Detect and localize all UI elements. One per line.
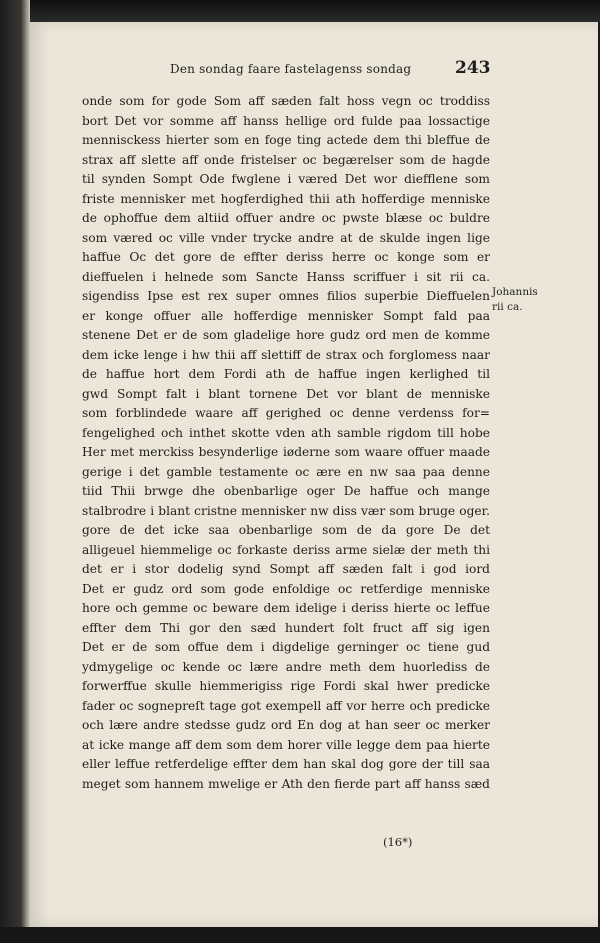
text-line: och lære andre stedsse gudz ord En dog at han seer oc merker — [82, 718, 490, 732]
page-header — [30, 60, 598, 86]
running-head: Den sondag faare fastelagenss sondag — [170, 62, 412, 76]
text-line: gore de det icke saa obenbarlige som de da gore De det — [82, 523, 490, 537]
text-line: gwd Sompt falt i blant tornene Det vor blant de menniske — [82, 386, 490, 401]
text-line: hore och gemme oc beware dem idelige i deriss hierte oc leffue — [82, 601, 490, 615]
text-line: dem icke lenge i hw thii aff slettiff de strax och forglomess naar — [82, 347, 490, 362]
text-line: er konge offuer alle hofferdige mennisker Sompt fald paa — [82, 308, 490, 323]
text-line: eller leffue retferdelige effter dem han skal dog gore der till saa — [82, 757, 490, 771]
text-line: strax aff slette aff onde fristelser oc begærelser som de hagde — [82, 152, 490, 167]
body-text — [82, 92, 490, 794]
book-page — [30, 22, 598, 927]
text-line: gerige i det gamble testamente oc ære en nw saa paa denne — [82, 464, 490, 479]
text-line: sigendiss Ipse est rex super omnes filios superbie Dieffuelen — [82, 289, 490, 303]
margin-note-line: rii ca. — [492, 301, 523, 313]
text-line: ydmygelige oc kende oc lære andre meth dem huorlediss de — [82, 659, 490, 674]
text-line: Det er de som offue dem i digdelige gerninger oc tiene gud — [82, 640, 490, 654]
text-line: som forblindede waare aff gerighed oc denne verdenss for= — [82, 406, 490, 420]
text-line: meget som hannem mwelige er Ath den fierde part aff hanss sæd — [82, 776, 490, 791]
text-line: stalbrodre i blant cristne mennisker nw diss vær som bruge oger. — [82, 503, 490, 518]
text-line: Det er gudz ord som gode enfoldige oc retferdige menniske — [82, 581, 490, 596]
signature-mark: (16*) — [383, 835, 413, 849]
text-line: Her met merckiss besynderlige iøderne som waare offuer maade — [82, 445, 490, 459]
text-line: stenene Det er de som gladelige hore gudz ord men de komme — [82, 328, 490, 342]
book-gutter — [0, 0, 30, 943]
text-line: fader oc sognepreſt tage got exempell aff vor herre och predicke — [82, 698, 490, 713]
text-line: forwerffue skulle hiemmerigiss rige Fordi skal hwer predicke — [82, 679, 490, 693]
text-line: som væred oc ville vnder trycke andre at de skulde ingen lige — [82, 230, 490, 245]
book-edge-bottom — [0, 927, 600, 943]
text-line: onde som for gode Som aff sæden falt hoss vegn oc troddiss — [82, 94, 490, 108]
text-line: dieffuelen i helnede som Sancte Hanss scriffuer i sit rii ca. — [82, 269, 490, 284]
text-line: de ophoffue dem altiid offuer andre oc pwste blæse oc buldre — [82, 211, 490, 225]
text-line: til synden Sompt Ode fwglene i væred Det wor diefflene som — [82, 172, 490, 186]
margin-note-line: Johannis — [492, 286, 538, 298]
text-line: de haffue hort dem Fordi ath de haffue ingen kerlighed til — [82, 367, 490, 381]
text-line: haffue Oc det gore de effter deriss herre oc konge som er — [82, 250, 490, 264]
text-line: det er i stor dodelig synd Sompt aff sæden falt i god iord — [82, 562, 490, 576]
text-line: fengelighed och inthet skotte vden ath samble rigdom till hobe — [82, 425, 490, 440]
page-number: 243 — [455, 58, 491, 78]
text-line: friste mennisker met hogferdighed thii ath hofferdige menniske — [82, 191, 490, 206]
text-line: mennisckess hierter som en foge ting actede dem thi bleffue de — [82, 133, 490, 147]
text-line: at icke mange aff dem som dem horer ville legge dem paa hierte — [82, 737, 490, 752]
text-line: effter dem Thi gor den sæd hundert folt fruct aff sig igen — [82, 620, 490, 635]
book-edge-top — [0, 0, 600, 22]
text-line: bort Det vor somme aff hanss hellige ord fulde paa lossactige — [82, 113, 490, 128]
text-line: alligeuel hiemmelige oc forkaste deriss arme sielæ der meth thi — [82, 542, 490, 557]
margin-note — [492, 285, 572, 315]
text-line: tiid Thii brwge dhe obenbarlige oger De haffue och mange — [82, 484, 490, 498]
